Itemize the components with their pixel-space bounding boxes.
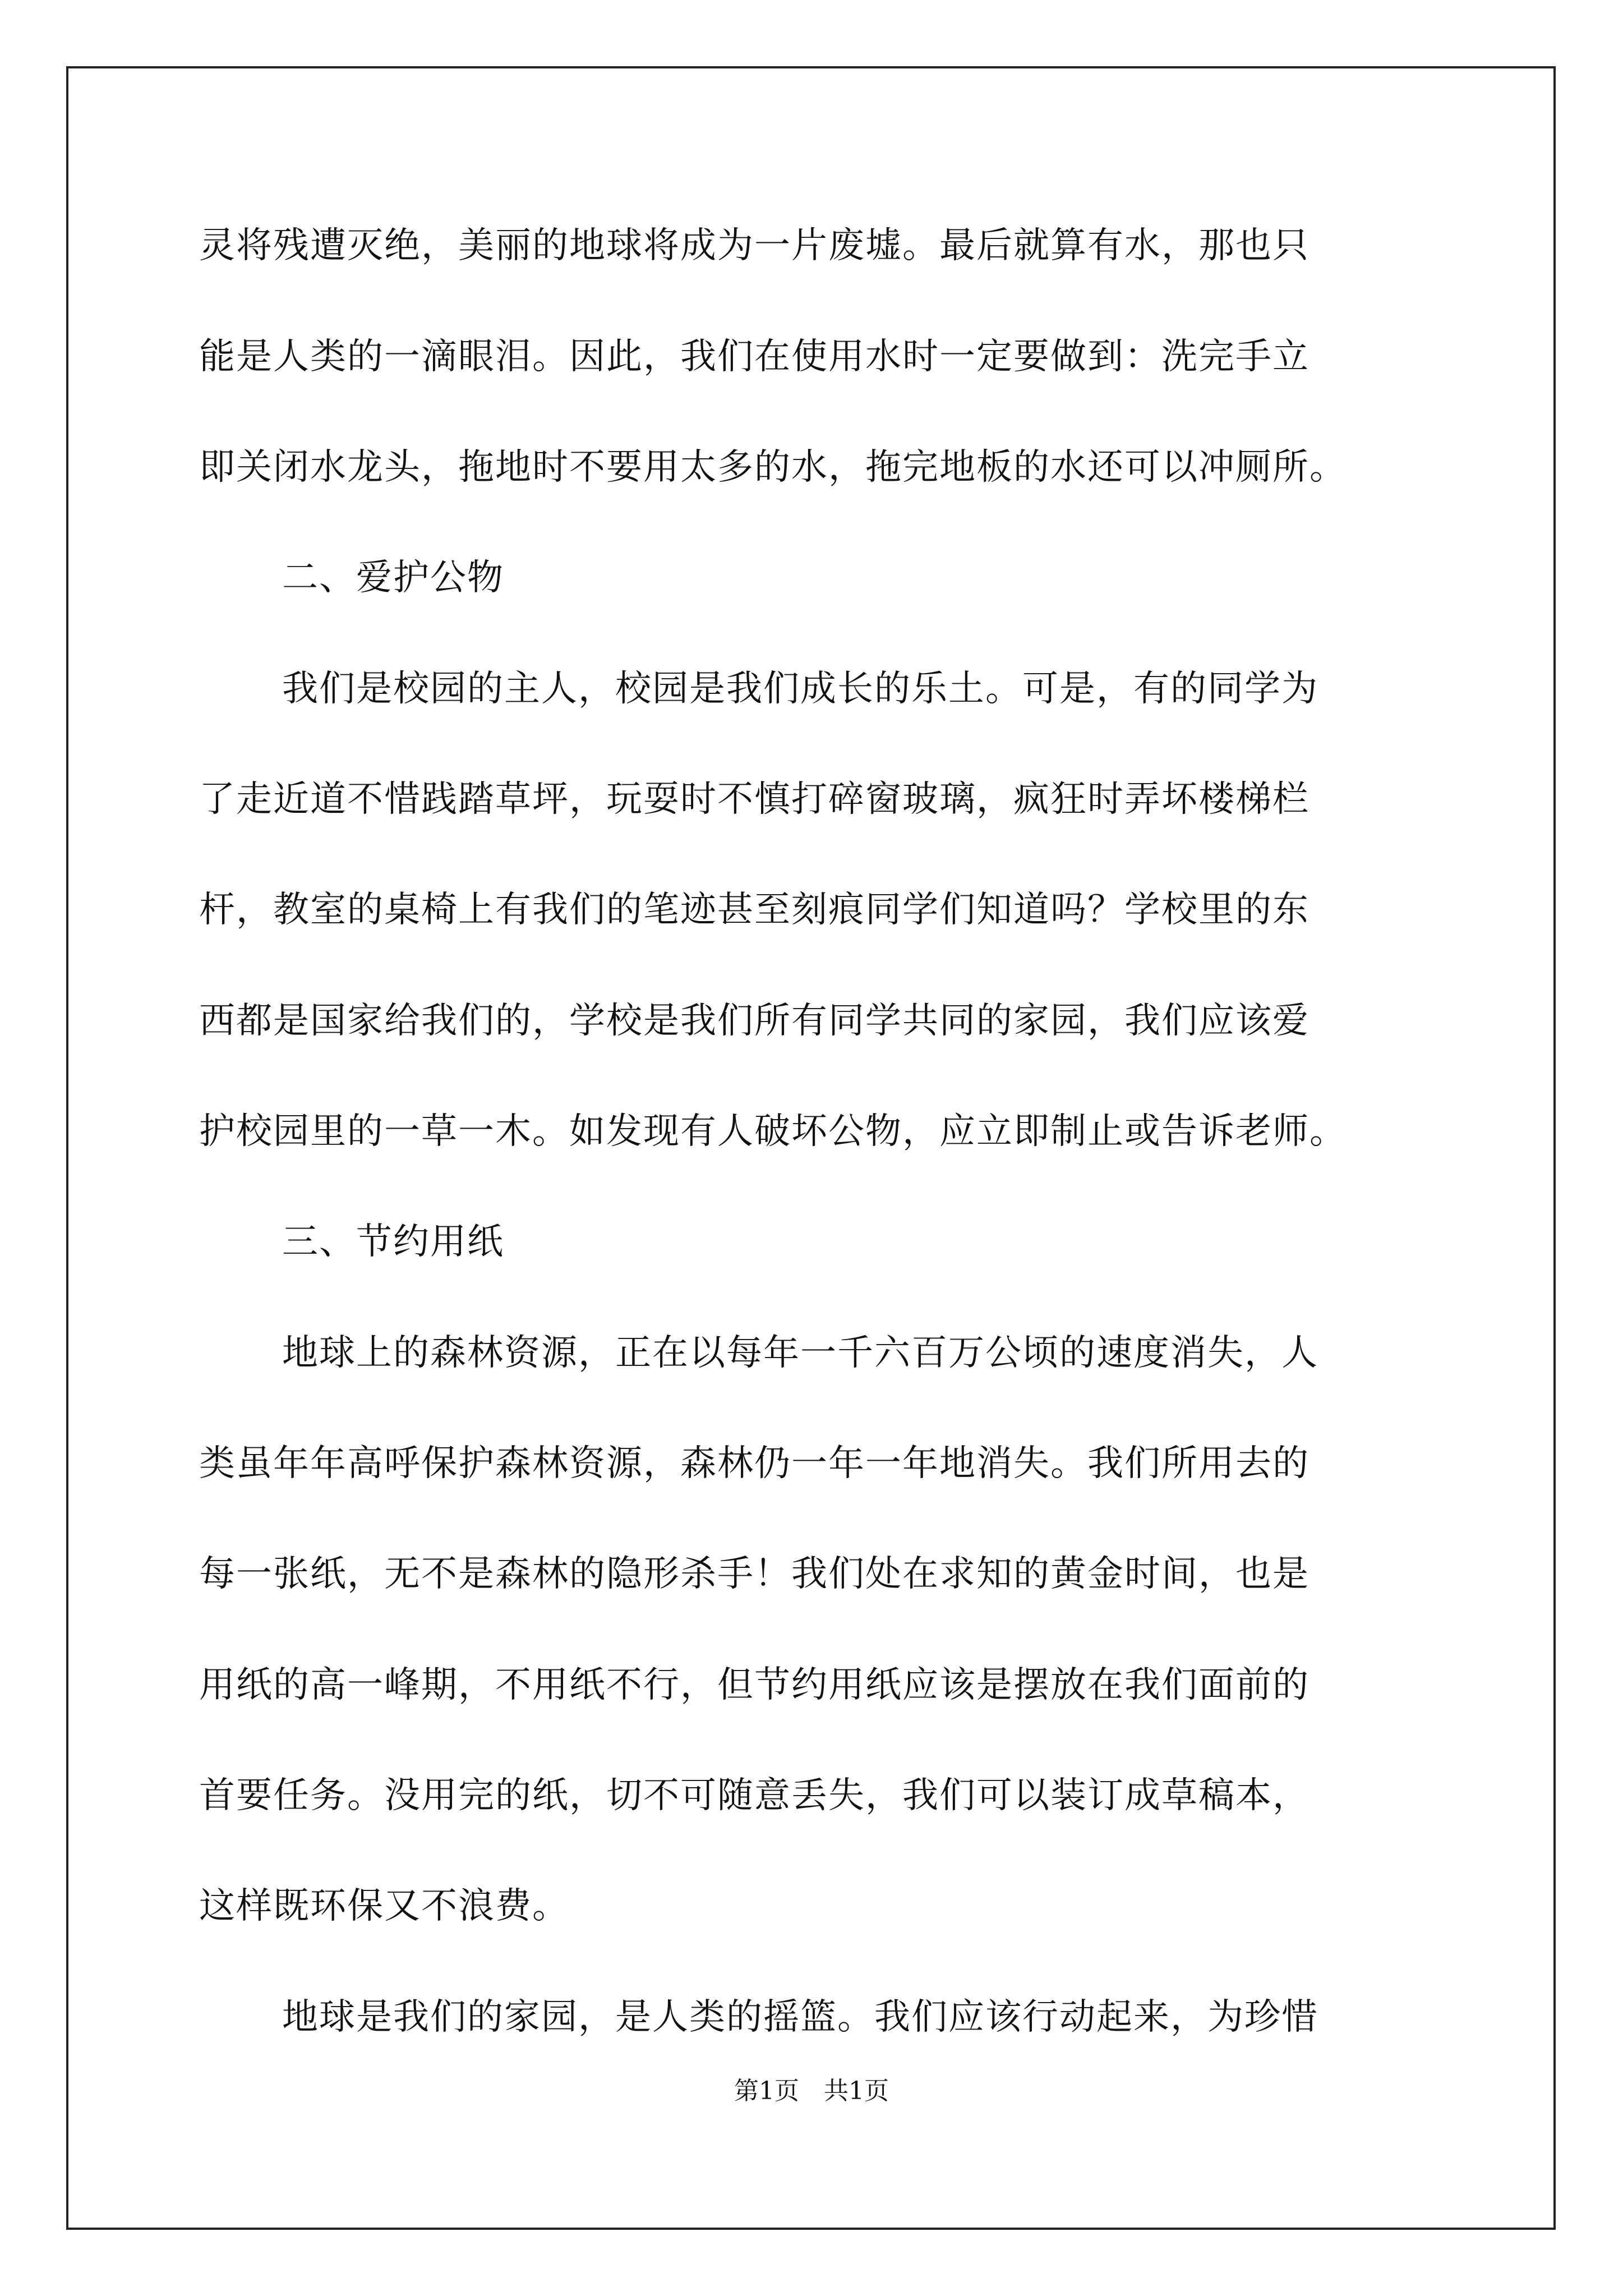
text-line: 灵将残遭灭绝，美丽的地球将成为一片废墟。最后就算有水，那也只 <box>199 225 1310 266</box>
page-number: 第1页 <box>734 2077 799 2105</box>
text-line: 西都是国家给我们的，学校是我们所有同学共同的家园，我们应该爱 <box>199 1000 1310 1042</box>
text-line: 地球上的森林资源，正在以每年一千六百万公顷的速度消失，人 <box>282 1332 1318 1374</box>
page-footer <box>0 2076 1623 2107</box>
section-heading: 三、节约用纸 <box>282 1221 504 1263</box>
text-line: 地球是我们的家园，是人类的摇篮。我们应该行动起来，为珍惜 <box>282 1996 1318 2038</box>
section-heading: 二、爱护公物 <box>282 557 504 599</box>
text-line: 用纸的高一峰期，不用纸不行，但节约用纸应该是摆放在我们面前的 <box>199 1664 1310 1706</box>
text-line: 杆，教室的桌椅上有我们的笔迹甚至刻痕同学们知道吗？学校里的东 <box>199 889 1310 931</box>
text-line: 即关闭水龙头，拖地时不要用太多的水，拖完地板的水还可以冲厕所。 <box>199 447 1347 488</box>
text-line: 护校园里的一草一木。如发现有人破坏公物，应立即制止或告诉老师。 <box>199 1111 1347 1152</box>
text-line: 这样既环保又不浪费。 <box>199 1885 569 1927</box>
text-line: 我们是校园的主人，校园是我们成长的乐土。可是，有的同学为 <box>282 668 1318 710</box>
text-line: 能是人类的一滴眼泪。因此，我们在使用水时一定要做到：洗完手立 <box>199 336 1310 378</box>
text-line: 类虽年年高呼保护森林资源，森林仍一年一年地消失。我们所用去的 <box>199 1443 1310 1484</box>
text-line: 每一张纸，无不是森林的隐形杀手！我们处在求知的黄金时间，也是 <box>199 1553 1310 1595</box>
text-line: 了走近道不惜践踏草坪，玩耍时不慎打碎窗玻璃，疯狂时弄坏楼梯栏 <box>199 779 1310 820</box>
page-total: 共1页 <box>824 2077 889 2105</box>
text-line: 首要任务。没用完的纸，切不可随意丢失，我们可以装订成草稿本， <box>199 1775 1310 1816</box>
